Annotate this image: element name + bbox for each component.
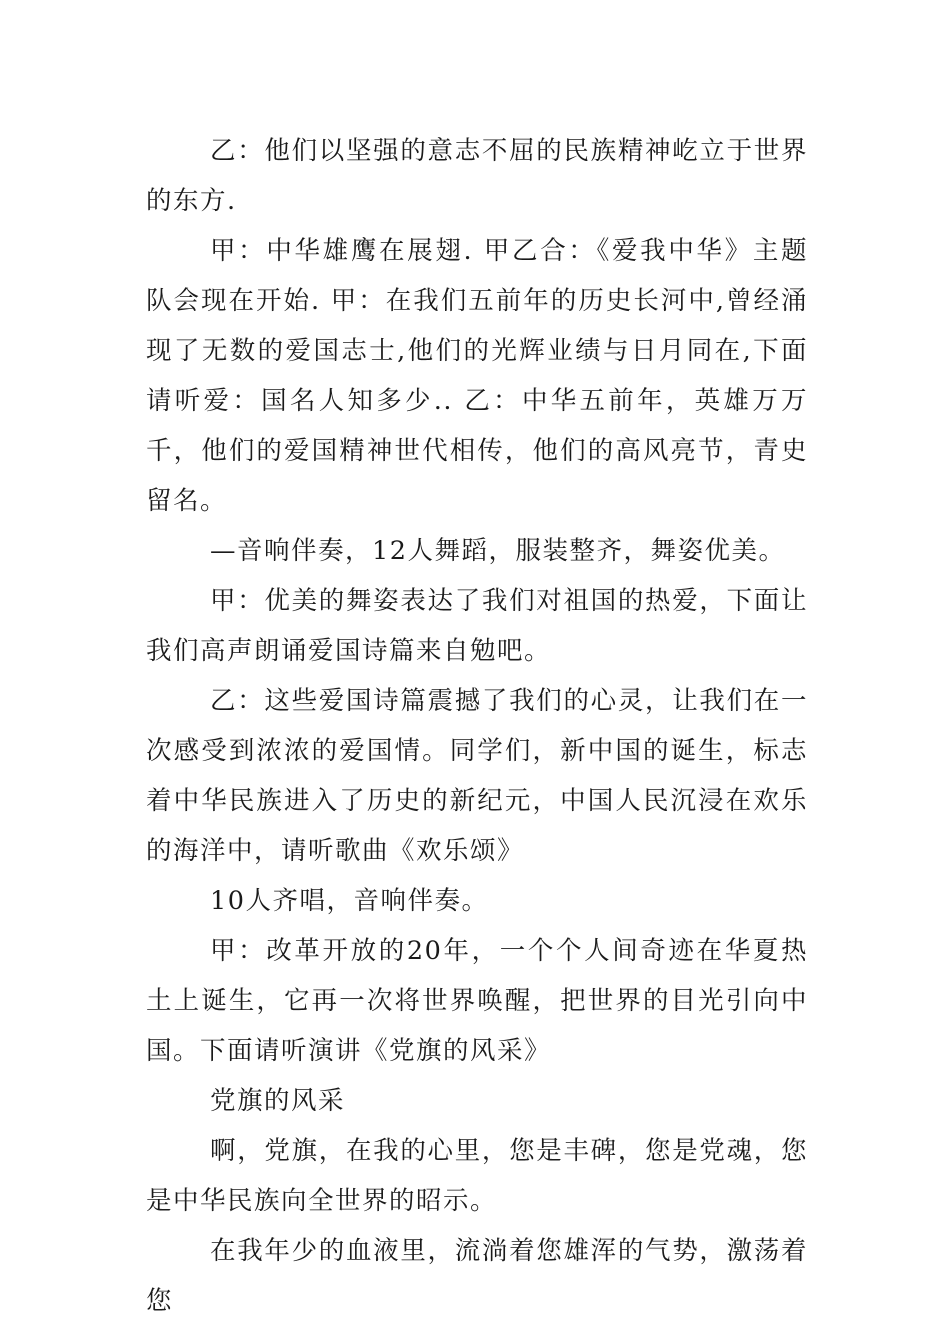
paragraph-5: 乙：这些爱国诗篇震撼了我们的心灵，让我们在一次感受到浓浓的爱国情。同学们，新中国的诞生，标志着中华民族进入了历史的新纪元，中国人民沉浸在欢乐的海洋中，请听歌曲《欢乐颂》 [146, 686, 808, 866]
paragraph-6: 10人齐唱，音响伴奏。 [210, 886, 489, 916]
paragraph-3: —音响伴奏，12人舞蹈，服装整齐，舞姿优美。 [210, 536, 786, 566]
paragraph-10: 在我年少的血液里，流淌着您雄浑的气势，激荡着您 [146, 1236, 808, 1316]
paragraph-1: 乙：他们以坚强的意志不屈的民族精神屹立于世界的东方. [146, 136, 808, 216]
paragraph-2: 甲：中华雄鹰在展翅. 甲乙合：《爱我中华》主题队会现在开始. 甲：在我们五前年的历史长河中,曾经涌现了无数的爱国志士,他们的光辉业绩与日月同在,下面请听爱：国名人知多少.. 乙：中华五前年，英雄万万千，他们的爱国精神世代相传，他们的高风亮节，青史留名。 [146, 236, 808, 516]
paragraph-9: 啊，党旗，在我的心里，您是丰碑，您是党魂，您是中华民族向全世界的昭示。 [146, 1136, 808, 1216]
paragraph-8: 党旗的风采 [210, 1086, 346, 1116]
paragraph-7: 甲：改革开放的20年，一个个人间奇迹在华夏热土上诞生，它再一次将世界唤醒，把世界的目光引向中国。下面请听演讲《党旗的风采》 [146, 936, 808, 1066]
document-body [146, 126, 808, 1326]
paragraph-4: 甲：优美的舞姿表达了我们对祖国的热爱，下面让我们高声朗诵爱国诗篇来自勉吧。 [146, 586, 808, 666]
